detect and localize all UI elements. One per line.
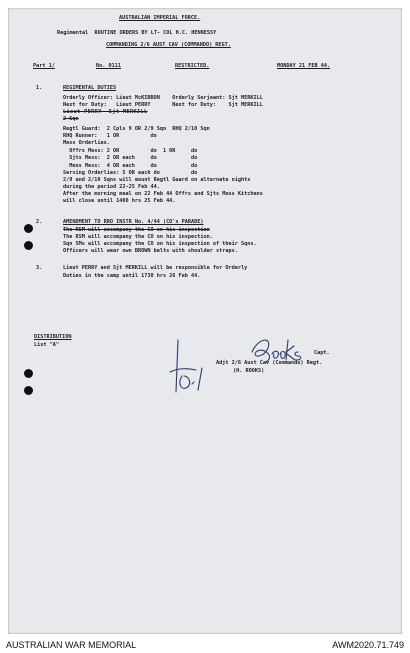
item-line: Sjts Mess: 2 OR each do do <box>63 155 198 161</box>
item-number: 3. <box>36 265 43 271</box>
item-line: After the morning meal on 22 Feb 44 Offrs and Sjts Mess Kitchens <box>63 191 263 197</box>
item-line: Officers will wear own BROWN belts with shoulder straps. <box>63 248 238 254</box>
item-line: Lieut PERRY and Sjt MERKILL will be responsible for Orderly <box>63 265 248 271</box>
signature-rank: Capt. <box>314 350 330 356</box>
item-line-struck: Lieut PERRY Sjt MERKILL <box>63 109 148 115</box>
distribution-heading: DISTRIBUTION <box>34 334 72 340</box>
item-line: Mess Orderlies. <box>63 140 110 146</box>
item-line-struck: 2 Sqn <box>63 116 79 122</box>
footer-institution: AUSTRALIAN WAR MEMORIAL <box>6 640 137 650</box>
order-number: No. 0111 <box>96 63 121 69</box>
item-line: Mens Mess: 4 OR each do do <box>63 163 198 169</box>
item-line: Regtl Guard: 2 Cpls 9 OR 2/9 Sqn RHQ 2/10 Sqn <box>63 126 210 132</box>
item-line: Next for Duty: Lieut PERRY Next for Duty: Sjt MERKILL <box>63 102 263 108</box>
punch-hole <box>24 224 33 233</box>
item-number: 1. <box>36 85 43 91</box>
signature-name: (H. ROOKS) <box>233 368 265 374</box>
item-number: 2. <box>36 219 43 225</box>
item-line: Orderly Officer: Lieut McKIBBON Orderly Serjeant: Sjt MERKILL <box>63 95 263 101</box>
order-date: MONDAY 21 FEB 44. <box>277 63 331 69</box>
distribution-list: List "A" <box>34 342 59 348</box>
item-line: Offrs Mess: 2 OR do 1 OR do <box>63 148 198 154</box>
item-line: during the period 22-25 Feb 44. <box>63 184 160 190</box>
item-line-struck: The RSM will accompany the CO on his inspection <box>63 227 210 233</box>
item-line: RHQ Runner: 1 OR do <box>63 133 157 139</box>
classification: RESTRICTED. <box>175 63 210 69</box>
punch-hole <box>24 369 33 378</box>
part-label: Part 1/ <box>33 63 55 69</box>
item-line: Serving Orderlies: 5 OR each do do <box>63 170 198 176</box>
orders-title: Regimental ROUTINE ORDERS BY LT- COL H.C. HENNESSY <box>57 30 217 36</box>
punch-hole <box>24 241 33 250</box>
force-title: AUSTRALIAN IMPERIAL FORCE. <box>119 15 201 21</box>
punch-hole <box>24 386 33 395</box>
item-line: Sqn SMs will accompany the CO on his inspection of their Sqns. <box>63 241 257 247</box>
item-line: The RSM will accompany the CO on his inspection. <box>63 234 213 240</box>
item-line: Duties in the camp until 1730 hrs 26 Feb 44. <box>63 273 201 279</box>
item-line: 2/9 and 2/10 Sqns will mount Regtl Guard on alternate nights <box>63 177 251 183</box>
commanding-line: COMMANDING 2/6 AUST CAV (COMMANDO) REGT. <box>106 42 231 48</box>
signature-appointment: Adjt 2/6 Aust Cav (Commando) Regt. <box>216 360 323 366</box>
item-heading: REGIMENTAL DUTIES <box>63 85 117 91</box>
footer-accession: AWM2020.71.749 <box>332 640 404 650</box>
item-line: will close until 1400 hrs 25 Feb 44. <box>63 198 176 204</box>
item-heading: AMENDMENT TO RRO INSTR No. 4/44 (CO's PARADE) <box>63 219 204 225</box>
handwritten-signature <box>168 332 308 402</box>
